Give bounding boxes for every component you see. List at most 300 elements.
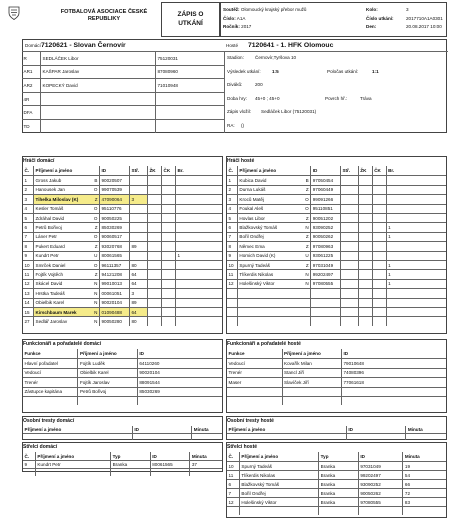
table-cell-ck	[161, 252, 175, 260]
position-code: O	[305, 196, 309, 202]
table-cell-st	[340, 176, 358, 184]
table-cell-name	[237, 186, 310, 194]
table-cell-ck	[161, 195, 175, 203]
table-cell-id: 95110776	[99, 205, 129, 213]
player-name: Fojtík Vojtěch	[35, 272, 64, 278]
staff-away-table	[226, 339, 447, 413]
table-cell-min	[402, 507, 446, 515]
table-cell-n: 10	[228, 262, 234, 268]
table-cell-n: 11	[228, 472, 234, 478]
official-row: 4R	[22, 92, 225, 106]
column-header: Funkce	[24, 351, 41, 357]
table-cell-br: 1	[386, 233, 446, 241]
table-cell-role: Vedoucí	[228, 361, 246, 367]
table-cell-name	[35, 469, 110, 476]
position-code: Z	[305, 262, 309, 268]
table-cell-n	[23, 469, 35, 476]
table-cell-br	[175, 233, 210, 241]
table-cell-role	[227, 397, 282, 405]
table-cell-zk	[358, 205, 372, 213]
table-cell-id	[358, 507, 403, 515]
table-row	[23, 241, 222, 250]
table-cell-ck	[161, 280, 175, 288]
table-cell-zk	[358, 280, 372, 288]
table-cell-br	[175, 205, 210, 213]
table-cell-br	[386, 214, 446, 222]
player-name: Blažkovský Tomáš	[239, 225, 278, 231]
table-cell-st	[340, 289, 358, 297]
column-header: Č.	[24, 453, 30, 459]
table-cell-ck	[372, 223, 386, 231]
table-row	[227, 387, 446, 396]
staff-home-title: Funkcionáři a pořadatelé domácí	[23, 341, 102, 347]
spectators-row: Diváků: 200	[227, 82, 263, 88]
table-row	[227, 316, 446, 325]
stadium-row: Stadion: Černovír,Tyršova 10	[227, 55, 297, 60]
table-cell-min: 72	[402, 489, 446, 497]
table-cell-name	[237, 280, 310, 288]
meta-date: Den: 20.08.2017 10:00	[366, 24, 442, 29]
table-cell-n: 3	[24, 196, 28, 202]
table-cell-zk	[147, 270, 161, 278]
table-cell-n: 6	[228, 481, 232, 487]
table-cell-id: 99010013	[99, 280, 129, 288]
table-row	[23, 298, 222, 307]
table-cell-st: 89	[129, 299, 147, 307]
table-cell-id: 93061225	[310, 252, 340, 260]
player-name: Zdráhal David	[35, 215, 65, 221]
table-cell-zk	[147, 186, 161, 194]
table-cell-id	[341, 388, 446, 396]
table-cell-id: 90020104	[99, 299, 129, 307]
table-row	[23, 213, 222, 222]
table-cell-name	[237, 242, 310, 250]
meta-round: Kolo: 3	[366, 7, 409, 12]
table-cell-name	[23, 434, 132, 440]
table-cell-n: 10	[228, 463, 234, 469]
table-cell-id: 90050262	[358, 489, 403, 497]
table-cell-id: 97080555	[358, 498, 403, 506]
table-cell-st: 80	[129, 261, 147, 269]
table-cell-zk	[358, 176, 372, 184]
table-cell-role	[227, 388, 282, 396]
position-code: Z	[94, 225, 98, 231]
table-cell-br	[175, 308, 210, 316]
table-cell-n: 1	[228, 178, 232, 184]
table-cell-st: 64	[129, 270, 147, 278]
table-cell-br	[386, 205, 446, 213]
table-cell-ck	[161, 308, 175, 316]
table-cell-br	[386, 252, 446, 260]
table-cell-st	[340, 242, 358, 250]
table-cell-name	[33, 195, 99, 203]
table-cell-zk	[358, 242, 372, 250]
table-cell-name	[237, 261, 310, 269]
table-cell-ck	[161, 176, 175, 184]
table-cell-st: 3	[129, 195, 147, 203]
table-row	[227, 470, 446, 479]
table-cell-n: 11	[228, 272, 234, 278]
table-cell-br	[175, 280, 210, 288]
home-team-name: 7120621 - Slovan Černovír	[41, 42, 126, 49]
table-cell-n: 2	[228, 187, 232, 193]
table-cell-id	[310, 317, 340, 325]
table-row	[23, 260, 222, 269]
table-cell-typ	[318, 507, 358, 515]
table-cell-typ: Branka	[318, 498, 358, 506]
table-cell-typ: Branka	[318, 462, 358, 470]
player-name: Kubica David	[239, 178, 267, 184]
table-row	[227, 368, 446, 377]
table-cell-min: 19	[402, 462, 446, 470]
table-cell-id: 47090064	[99, 195, 129, 203]
table-cell-ck	[372, 186, 386, 194]
column-header: ŽK	[358, 166, 372, 175]
table-cell-id: 80061565	[99, 252, 129, 260]
table-cell-id: 97060449	[310, 186, 340, 194]
table-cell-name	[227, 434, 346, 440]
table-cell-zk	[147, 317, 161, 325]
table-header	[227, 426, 446, 433]
table-cell-n	[227, 317, 237, 325]
column-header: Příjmení a jméno	[282, 349, 341, 358]
table-cell-id: 99202497	[310, 270, 340, 278]
table-cell-st	[340, 205, 358, 213]
table-row	[227, 222, 446, 231]
ra-row: RA: ()	[227, 122, 245, 128]
table-cell-n: 6	[228, 225, 232, 231]
recorder-row: Zápis vložil: Sedláček Libor (75120031)	[227, 109, 317, 115]
table-cell-br: 1	[386, 280, 446, 288]
table-cell-id: 93090252	[310, 223, 340, 231]
table-cell-n: 12	[228, 281, 234, 287]
table-cell-id: 90050280	[99, 317, 129, 325]
table-cell-ck	[372, 280, 386, 288]
table-cell-id: 01090488	[99, 308, 129, 316]
table-cell-id	[341, 397, 446, 405]
table-cell-id: 94121208	[99, 270, 129, 278]
table-cell-st	[340, 252, 358, 260]
table-cell-n: 3	[228, 196, 232, 202]
position-code: N	[94, 281, 98, 287]
table-cell-name	[33, 308, 99, 316]
away-team-name: 7120641 - 1. HFK Olomouc	[248, 42, 334, 49]
table-cell-name: Tlíkerdis Nikolas	[239, 471, 318, 479]
table-cell-name	[33, 252, 99, 260]
penalties-home-title: Osobní tresty domácí	[23, 418, 75, 424]
away-label: Hosté	[226, 43, 239, 48]
table-cell-id: 99091266	[310, 195, 340, 203]
players-home-title: Hráči domácí	[23, 158, 55, 164]
table-cell-br	[386, 299, 446, 307]
table-row	[23, 396, 222, 405]
table-cell-id	[346, 434, 405, 440]
official-row: TD	[22, 119, 225, 133]
table-cell-name	[237, 214, 310, 222]
table-cell-ck	[161, 223, 175, 231]
table-cell-ck	[372, 205, 386, 213]
column-header: ID	[99, 166, 129, 175]
table-cell-n: 8	[228, 243, 232, 249]
table-cell-id: 97050454	[310, 176, 340, 184]
staff-away-title: Funkcionáři a pořadatelé hosté	[227, 341, 301, 347]
org-line1: FOTBALOVÁ ASOCIACE ČESKÉ	[60, 9, 148, 15]
column-header: Minuta	[402, 452, 446, 461]
table-cell-zk	[147, 280, 161, 288]
org-line2: REPUBLIKY	[87, 16, 121, 22]
table-cell-br	[386, 195, 446, 203]
table-cell-st	[129, 214, 147, 222]
table-cell-role: Vedoucí	[24, 370, 42, 376]
table-cell-name	[33, 242, 99, 250]
player-name: Němec Ema	[239, 243, 265, 249]
column-header: ID	[150, 452, 190, 460]
position-code: B	[305, 178, 309, 184]
table-cell-name	[33, 223, 99, 231]
table-cell-n: 5	[228, 215, 232, 221]
player-name: Tlíkerdis Nikolas	[239, 272, 274, 278]
table-header	[23, 349, 222, 358]
player-name: Durna Lukáš	[239, 187, 266, 193]
table-cell-zk	[358, 195, 372, 203]
table-cell-zk	[358, 270, 372, 278]
table-cell-br	[175, 317, 210, 325]
table-cell-st: 64	[129, 308, 147, 316]
table-cell-st: 80	[129, 317, 147, 325]
table-row	[23, 433, 222, 440]
column-header: ID	[137, 349, 222, 358]
player-name: Hovlas Libor	[239, 215, 265, 221]
table-cell-n: 4	[24, 206, 28, 212]
table-cell-role: Trenér	[228, 370, 242, 376]
table-cell-zk	[147, 195, 161, 203]
table-cell-name	[33, 280, 99, 288]
position-code: O	[93, 215, 98, 221]
table-cell-name	[77, 397, 136, 405]
staff-home-table	[22, 339, 223, 413]
table-cell-name	[33, 299, 99, 307]
table-cell-id	[310, 308, 340, 316]
table-cell-st	[340, 299, 358, 307]
table-cell-ck	[372, 233, 386, 241]
table-row	[23, 269, 222, 278]
table-cell-typ: Branka	[318, 489, 358, 497]
table-cell-name: Fojtík Jaroslav	[77, 378, 136, 386]
table-cell-st	[340, 195, 358, 203]
table-cell-id: 97080963	[310, 242, 340, 250]
table-cell-name	[33, 289, 99, 297]
table-cell-ck	[372, 270, 386, 278]
scorers-away-table	[226, 442, 447, 518]
table-cell-zk	[358, 289, 372, 297]
table-cell-ck	[372, 214, 386, 222]
table-cell-n: 13	[24, 290, 30, 296]
table-header	[227, 349, 446, 358]
table-cell-zk	[358, 308, 372, 316]
position-code: U	[94, 253, 98, 259]
table-row	[227, 288, 446, 297]
column-header: ŽK	[147, 166, 161, 175]
table-cell-st	[340, 317, 358, 325]
meta-match-number: Číslo utkání: 2017710A1A0301	[366, 15, 443, 21]
table-cell-id	[310, 289, 340, 297]
player-name: Hrstka Tadeáš	[35, 290, 65, 296]
table-header	[227, 452, 446, 461]
table-header	[227, 166, 446, 175]
table-cell-br: 1	[175, 252, 210, 260]
column-header: Příjmení a jméno	[35, 452, 110, 460]
table-cell-n: 9	[24, 253, 28, 259]
table-cell-name	[33, 270, 99, 278]
table-cell-n: 7	[228, 234, 232, 240]
table-cell-ck	[161, 261, 175, 269]
position-code: N	[305, 281, 309, 287]
column-header: ID	[358, 452, 403, 461]
table-cell-st	[340, 186, 358, 194]
table-cell-st: 3	[129, 289, 147, 297]
table-cell-br	[175, 261, 210, 269]
table-cell-id: 97080555	[310, 280, 340, 288]
table-cell-n: 9	[228, 253, 232, 259]
table-cell-br	[386, 176, 446, 184]
column-header: Typ	[110, 452, 150, 460]
table-cell-st	[129, 205, 147, 213]
table-cell-id	[150, 469, 190, 476]
column-header: Příjmení a jméno	[77, 349, 136, 358]
official-row: R SEDLÁČEK Libor 75120031	[22, 51, 225, 65]
players-home-table	[22, 156, 223, 334]
table-cell-br	[386, 186, 446, 194]
column-header: Příjmení a jméno	[33, 166, 99, 175]
position-code: O	[93, 234, 98, 240]
result-row: Výsledek utkání: 1:5 Poločas utkání: 1:1	[227, 68, 379, 74]
table-cell-br	[175, 186, 210, 194]
table-header	[23, 166, 222, 175]
scorers-away-title: Střelci hosté	[227, 444, 258, 450]
table-cell-name	[282, 397, 341, 405]
table-cell-name	[33, 317, 99, 325]
table-cell-n: 1	[24, 178, 28, 184]
position-code: O	[305, 206, 309, 212]
table-row	[227, 194, 446, 203]
column-header: Č.	[228, 168, 234, 174]
table-cell-br	[175, 223, 210, 231]
table-row	[23, 358, 222, 367]
player-name: Holešinský Viktor	[239, 281, 275, 287]
table-cell-ck	[161, 299, 175, 307]
table-cell-n: 4	[228, 206, 232, 212]
table-cell-zk	[147, 261, 161, 269]
table-cell-min	[189, 469, 222, 476]
position-code: Z	[94, 243, 98, 249]
position-code: O	[93, 262, 98, 268]
table-cell-st	[340, 233, 358, 241]
player-name: Skácel David	[35, 281, 63, 287]
table-row	[23, 251, 222, 260]
table-row	[227, 488, 446, 497]
table-row	[23, 307, 222, 316]
table-cell-st	[340, 280, 358, 288]
table-cell-st: 64	[129, 280, 147, 288]
position-code: B	[94, 178, 98, 184]
position-code: N	[94, 309, 98, 315]
table-cell-br	[175, 242, 210, 250]
table-cell-br	[175, 289, 210, 297]
table-cell-id: 79010648	[341, 359, 446, 367]
position-code: N	[305, 225, 309, 231]
time-row: Doba hry: 45+0 ; 45+0 Povrch hř.: Tráva	[227, 95, 372, 101]
table-cell-n: 7	[228, 490, 232, 496]
table-cell-name	[282, 388, 341, 396]
table-cell-br: 1	[386, 270, 446, 278]
table-cell-ck	[372, 308, 386, 316]
table-row	[227, 269, 446, 278]
table-cell-name: Obielbik Karel	[77, 369, 136, 377]
position-code: O	[93, 206, 98, 212]
table-cell-name	[237, 289, 310, 297]
table-cell-ck	[372, 242, 386, 250]
table-cell-role: Trenér	[24, 379, 38, 385]
table-cell-br	[386, 317, 446, 325]
column-header: Br.	[175, 166, 210, 175]
column-header: ID	[341, 349, 446, 358]
table-cell-n: 12	[228, 499, 234, 505]
table-cell-zk	[358, 186, 372, 194]
player-name: Kesler Tomáš	[35, 206, 64, 212]
table-cell-id: 97031049	[310, 261, 340, 269]
players-away-title: Hráči hosté	[227, 158, 255, 164]
table-cell-id: 64110260	[137, 359, 222, 367]
table-cell-min: 66	[402, 480, 446, 488]
table-cell-ck	[372, 317, 386, 325]
meta-number-row: Číslo: A1A	[223, 15, 246, 21]
official-row: AR1 KAŠPAR Jaroslav 87080960	[22, 65, 225, 79]
column-header: Příjmení a jméno	[228, 427, 266, 432]
table-cell-name	[237, 223, 310, 231]
position-code: Z	[305, 243, 309, 249]
table-cell-name: Kundrt Petr	[35, 461, 110, 468]
column-header: ČK	[161, 166, 175, 175]
table-cell-role: Maser	[228, 379, 242, 385]
table-cell-n: 7	[24, 234, 28, 240]
position-code: N	[94, 300, 98, 306]
table-cell-zk	[358, 261, 372, 269]
player-name: Sedlář Jaroslav	[35, 319, 68, 325]
table-row	[227, 260, 446, 269]
table-row	[227, 506, 446, 515]
table-cell-name	[33, 176, 99, 184]
position-code: Z	[305, 215, 309, 221]
table-cell-br	[386, 242, 446, 250]
player-name: Spurný Tadeáš	[239, 262, 270, 268]
column-header: Stř.	[129, 166, 147, 175]
table-cell-name	[237, 317, 310, 325]
column-header: Funkce	[228, 351, 245, 357]
table-row	[227, 461, 446, 470]
table-cell-typ: Branka	[318, 480, 358, 488]
table-cell-ck	[372, 299, 386, 307]
table-cell-zk	[358, 299, 372, 307]
table-cell-min: 83	[402, 498, 446, 506]
table-cell-ck	[161, 317, 175, 325]
table-cell-id: 90050225	[99, 214, 129, 222]
penalties-away-title: Osobní tresty hosté	[227, 418, 274, 424]
table-row	[23, 232, 222, 241]
table-cell-id: 90020507	[99, 176, 129, 184]
table-row	[227, 175, 446, 184]
table-cell-min: 54	[402, 471, 446, 479]
table-cell-typ	[110, 469, 150, 476]
